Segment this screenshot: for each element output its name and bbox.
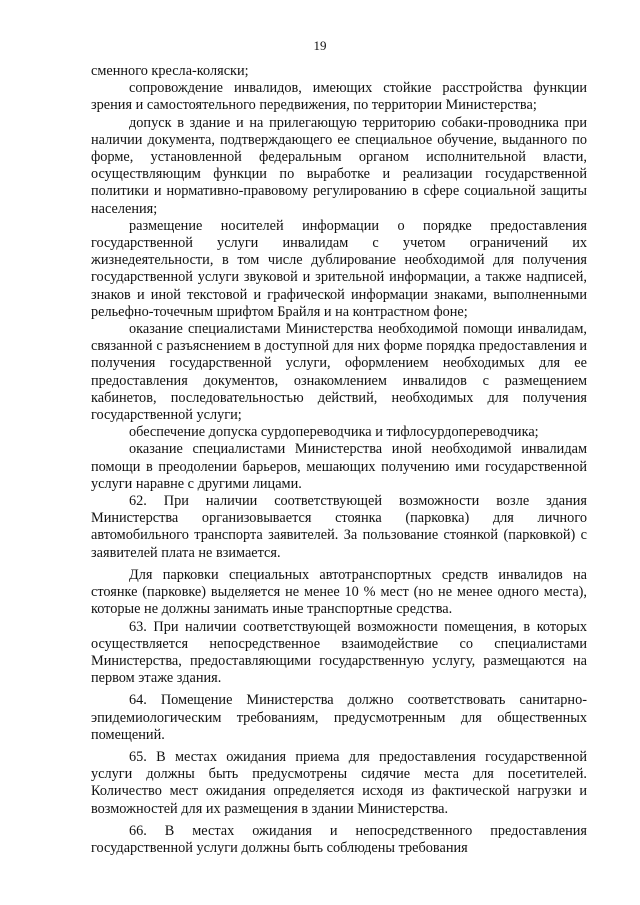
paragraph-7: оказание специалистами Министерства иной необходимой инвалидам помощи в преодолении барьеров, мешающих получению ими государственной услуги наравне с другими лицами. bbox=[91, 441, 587, 492]
paragraph-4: размещение носителей информации о порядке предоставления государственной услуги инвалидам с учетом ограничений их жизнедеятельности, в том числе дублирование необходимой для получения государственной услуги звуковой и зрительной информации, а также надписей, знаков и иной текстовой и графической информации знаками, выполненными рельефно-точечным шрифтом Брайля и на контрастном фоне; bbox=[91, 217, 587, 320]
paragraph-63: 63. При наличии соответствующей возможности помещения, в которых осуществляется непосредственное взаимодействие со специалистами Министерства, предоставляющими государственную услугу, размещаются на первом этаже здания. bbox=[91, 618, 587, 687]
paragraph-2: сопровождение инвалидов, имеющих стойкие расстройства функции зрения и самостоятельного передвижения, по территории Министерства; bbox=[91, 80, 587, 114]
paragraph-6: обеспечение допуска сурдопереводчика и тифлосурдопереводчика; bbox=[129, 424, 539, 441]
paragraph-5: оказание специалистами Министерства необходимой помощи инвалидам, связанной с разъяснением в доступной для них форме порядка предоставления и получения государственной услуги, оформлением необходимых для ее предоставления документов, ознакомлением инвалидов с размещением кабинетов, последовательностью действий, необходимых для получения государственной услуги; bbox=[91, 321, 587, 424]
paragraph-62: 62. При наличии соответствующей возможности возле здания Министерства организовывается стоянка (парковка) для личного автомобильного транспорта заявителей. За пользование стоянкой (парковкой) с заявителей плата не взимается. bbox=[91, 493, 587, 561]
paragraph-65: 65. В местах ожидания приема для предоставления государственной услуги должны быть предусмотрены сидячие места для посетителей. Количество мест ожидания определяется исходя из фактической нагрузки и возможностей для их размещения в здании Министерства. bbox=[91, 748, 587, 817]
paragraph-3: допуск в здание и на прилегающую территорию собаки-проводника при наличии документа, подтверждающего ее специальное обучение, выданного по форме, установленной федеральным органом исполнительной власти, осуществляющим функции по выработке и реализации государственной политики и нормативно-правовому регулированию в сфере социальной защиты населения; bbox=[91, 114, 587, 217]
document-body bbox=[91, 63, 587, 857]
paragraph-1: сменного кресла-коляски; bbox=[91, 63, 249, 79]
page-number: 19 bbox=[313, 38, 327, 53]
paragraph-64: 64. Помещение Министерства должно соответствовать санитарно-эпидемиологическим требованиям, предусмотренным для общественных помещений. bbox=[91, 692, 587, 743]
paragraph-66: 66. В местах ожидания и непосредственного предоставления государственной услуги должны быть соблюдены требования bbox=[91, 822, 587, 856]
paragraph-parking: Для парковки специальных автотранспортных средств инвалидов на стоянке (парковке) выделяется не менее 10 % мест (но не менее одного места), которые не должны занимать иные транспортные средства. bbox=[91, 566, 587, 618]
